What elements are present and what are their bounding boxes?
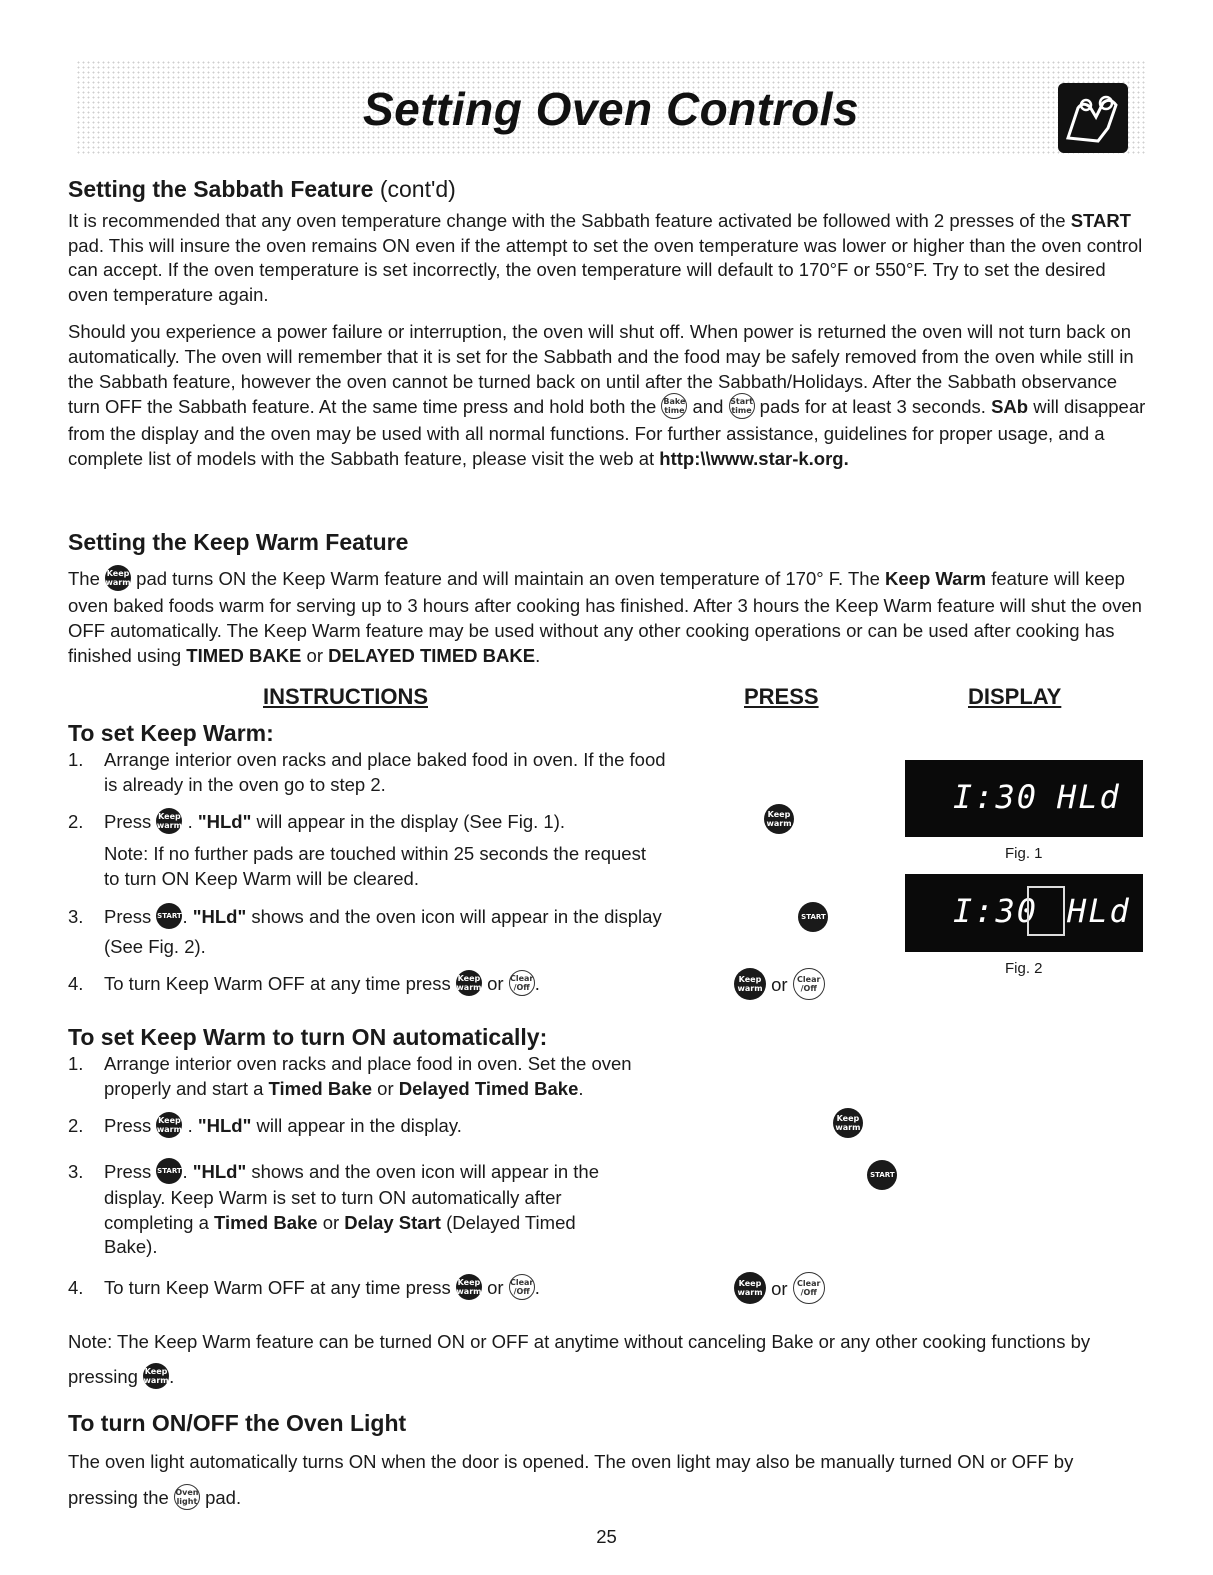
keep-warm-heading: Setting the Keep Warm Feature bbox=[68, 529, 409, 555]
oven-icon bbox=[1027, 886, 1065, 936]
oven-light-paragraph: The oven light automatically turns ON when the door is opened. The oven light may also be manually turned ON or OFF by pressing the Oven light pad. bbox=[68, 1444, 1148, 1516]
display-fig-2: I:30 HLd bbox=[905, 874, 1143, 952]
bake-time-pad-icon: Bake time bbox=[661, 393, 687, 419]
keep-warm-pad-icon: Keep warm bbox=[764, 804, 794, 834]
start-time-pad-icon: Start time bbox=[729, 393, 755, 419]
oven-light-pad-icon: Oven light bbox=[174, 1484, 200, 1510]
auto-step-3: 3. Press START. "HLd" shows and the oven icon will appear in the display. Keep Warm is set to turn ON automatically after completing a Timed Bake or Delay Start (Delayed Timed Bake). bbox=[68, 1160, 628, 1260]
display-column-header: DISPLAY bbox=[968, 684, 1062, 709]
sabbath-paragraph-2: Should you experience a power failure or interruption, the oven will shut off. When power is returned the oven will not turn back on automatically. The oven will remember that it is set for the Sabbath and the food may be safely removed from the oven while still in the Sabbath feature, however the oven cannot be turned back on until after the Sabbath/Holidays. After the Sabbath observance turn OFF the Sabbath feature. At the same time press and hold both the Bake time and Start time pads for at least 3 seconds. SAb will disappear from the display and the oven may be used with all normal functions. For further assistance, guidelines for proper usage, and a complete list of models with the Sabbath feature, please visit the web at http:\\www.star-k.org. bbox=[68, 321, 1146, 470]
keep-warm-pad-icon: Keep warm bbox=[833, 1108, 863, 1138]
clear-off-pad-icon: Clear /Off bbox=[509, 1274, 535, 1300]
oven-light-heading: To turn ON/OFF the Oven Light bbox=[68, 1410, 407, 1436]
set-keep-warm-heading: To set Keep Warm: bbox=[68, 720, 274, 746]
set-keep-warm-step-2: 2. Press Keep warm . "HLd" will appear in the display (See Fig. 1). bbox=[68, 810, 668, 836]
sabbath-heading: Setting the Sabbath Feature (cont'd) bbox=[68, 176, 456, 202]
fig-1-caption: Fig. 1 bbox=[1005, 845, 1043, 862]
keep-warm-paragraph: The Keep warm pad turns ON the Keep Warm feature and will maintain an oven temperature of 170° F. The Keep Warm feature will keep oven baked foods warm for serving up to 3 hours after cooking has finished. After 3 hours the Keep Warm feature will shut the oven OFF automatically. The Keep Warm feature may be used without any other cooking operations or can be used after cooking has finished using TIMED BAKE or DELAYED TIMED BAKE. bbox=[68, 566, 1148, 668]
fig-2-caption: Fig. 2 bbox=[1005, 960, 1043, 977]
keep-warm-pad-icon: Keep warm bbox=[734, 968, 766, 1000]
auto-step-1: 1. Arrange interior oven racks and place food in oven. Set the oven properly and start a Timed Bake or Delayed Timed Bake. bbox=[68, 1053, 632, 1099]
start-pad-icon: START bbox=[156, 903, 182, 929]
start-pad-icon: START bbox=[156, 1158, 182, 1184]
set-keep-warm-note: Note: If no further pads are touched within 25 seconds the request to turn ON Keep Warm will be cleared. bbox=[104, 843, 646, 889]
set-keep-warm-step-3: 3. Press START. "HLd" shows and the oven icon will appear in the display (See Fig. 2). bbox=[68, 902, 668, 962]
star-k-link[interactable]: http:\\www.star-k.org. bbox=[659, 448, 849, 470]
page-title: Setting Oven Controls bbox=[362, 83, 860, 135]
keep-warm-bottom-note: Note: The Keep Warm feature can be turned ON or OFF at anytime without canceling Bake or any other cooking functions by pressing Keep warm. bbox=[68, 1324, 1148, 1394]
hands-control-icon bbox=[1058, 83, 1128, 153]
keep-warm-pad-icon: Keep warm bbox=[105, 565, 131, 591]
keep-warm-pad-icon: Keep warm bbox=[156, 808, 182, 834]
sabbath-paragraph-1: It is recommended that any oven temperature change with the Sabbath feature activated be followed with 2 presses of the START pad. This will insure the oven remains ON even if the attempt to set the oven temperature was lower or higher than the oven control can accept. If the oven temperature is set incorrectly, the oven temperature will default to 170°F or 550°F. Try to set the desired oven temperature again. bbox=[68, 210, 1143, 305]
keep-warm-pad-icon: Keep warm bbox=[456, 1274, 482, 1300]
header-banner bbox=[76, 60, 1146, 156]
set-keep-warm-step-4: 4. To turn Keep Warm OFF at any time press Keep warm or Clear /Off . bbox=[68, 972, 668, 998]
press-keep-warm-or-clear: Keep warm or Clear /Off bbox=[734, 970, 825, 1002]
keep-warm-pad-icon: Keep warm bbox=[143, 1363, 169, 1389]
keep-warm-pad-icon: Keep warm bbox=[156, 1112, 182, 1138]
set-keep-warm-step-1: 1. Arrange interior oven racks and place baked food in oven. If the food is already in the oven go to step 2. bbox=[68, 749, 666, 795]
keep-warm-pad-icon: Keep warm bbox=[734, 1272, 766, 1304]
clear-off-pad-icon: Clear /Off bbox=[793, 968, 825, 1000]
start-pad-icon: START bbox=[867, 1160, 897, 1190]
start-pad-icon: START bbox=[798, 902, 828, 932]
auto-step-2: 2. Press Keep warm . "HLd" will appear in the display. bbox=[68, 1114, 688, 1140]
press-keep-warm-or-clear-auto: Keep warm or Clear /Off bbox=[734, 1274, 825, 1306]
press-column-header: PRESS bbox=[744, 684, 819, 709]
display-fig-1: I:30 HLd bbox=[905, 760, 1143, 837]
page-number: 25 bbox=[596, 1526, 617, 1547]
auto-step-4: 4. To turn Keep Warm OFF at any time press Keep warm or Clear /Off . bbox=[68, 1276, 688, 1302]
keep-warm-pad-icon: Keep warm bbox=[456, 970, 482, 996]
instructions-column-header: INSTRUCTIONS bbox=[263, 684, 428, 709]
auto-keep-warm-heading: To set Keep Warm to turn ON automatically: bbox=[68, 1024, 548, 1050]
clear-off-pad-icon: Clear /Off bbox=[793, 1272, 825, 1304]
clear-off-pad-icon: Clear /Off bbox=[509, 970, 535, 996]
